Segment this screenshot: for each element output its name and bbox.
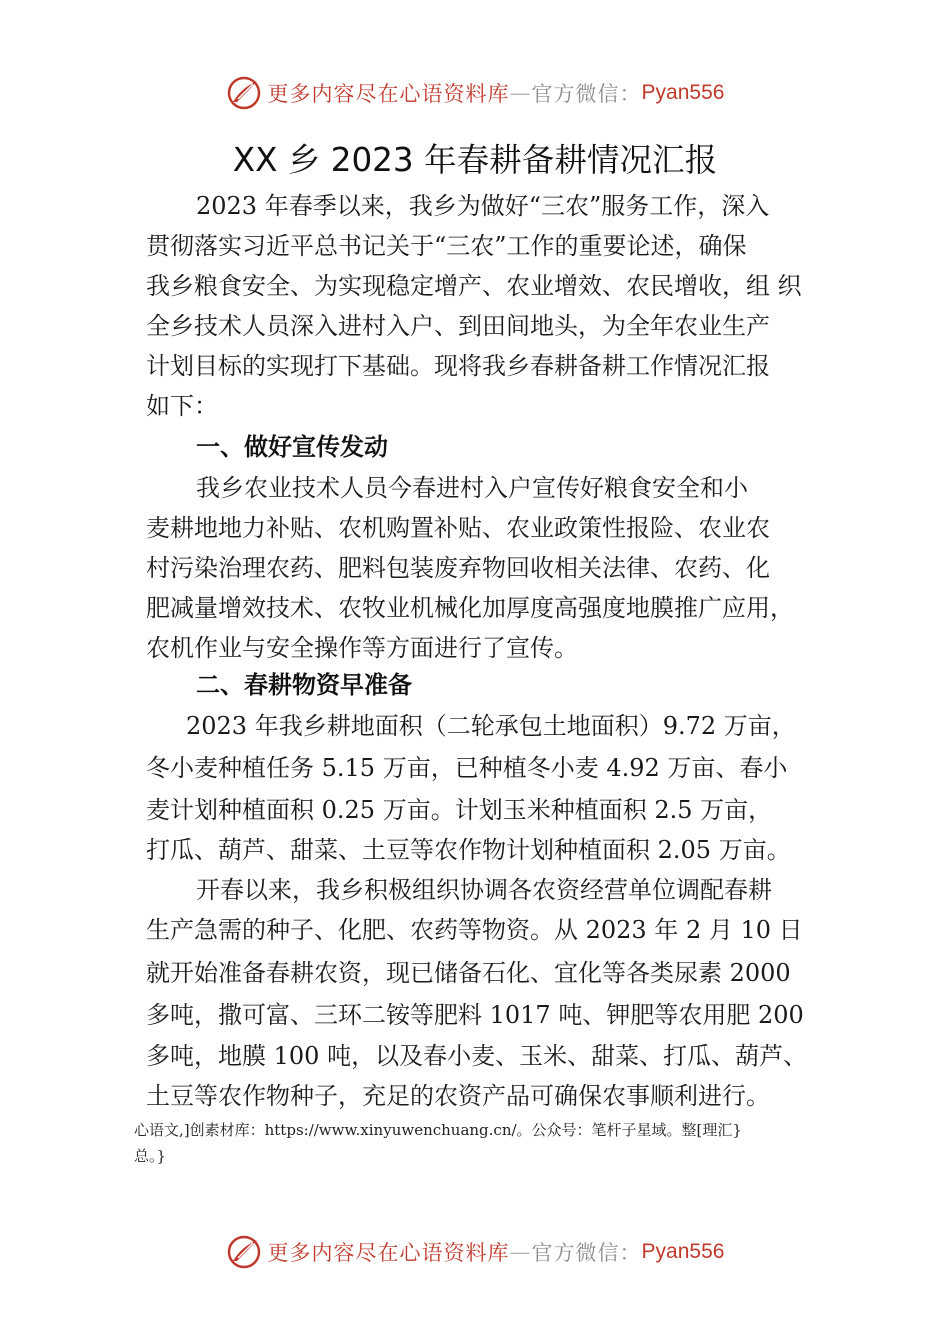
- paragraph-line: 我乡农业技术人员今春进村入户宣传好粮食安全和小: [196, 474, 748, 502]
- banner-main-text: 更多内容尽在心语资料库: [267, 1241, 510, 1265]
- quill-seal-icon: [226, 1234, 262, 1270]
- footnote-line: 总。}: [134, 1147, 167, 1165]
- paragraph-line: 全乡技术人员深入进村入户、到田间地头，为全年农业生产: [146, 312, 770, 340]
- paragraph-line: 生产急需的种子、化肥、农药等物资。从 2023 年 2 月 10 日: [146, 916, 803, 944]
- paragraph-line: 就开始准备春耕农资，现已储备石化、宜化等各类尿素 2000: [146, 959, 791, 987]
- paragraph-line: 2023 年我乡耕地面积（二轮承包土地面积）9.72 万亩，: [186, 712, 796, 740]
- banner-wechat-id: Pyan556: [641, 1240, 725, 1263]
- paragraph-line: 多吨，撒可富、三环二铵等肥料 1017 吨、钾肥等农用肥 200: [146, 1001, 804, 1029]
- banner-separator: —: [509, 81, 532, 105]
- document-title: XX 乡 2023 年春耕备耕情况汇报: [232, 141, 718, 179]
- banner-main-text: 更多内容尽在心语资料库: [267, 82, 510, 106]
- paragraph-line: 农机作业与安全操作等方面进行了宣传。: [146, 634, 578, 662]
- paragraph-line: 打瓜、葫芦、甜菜、土豆等农作物计划种植面积 2.05 万亩。: [146, 836, 791, 864]
- paragraph-line: 2023 年春季以来，我乡为做好“三农”服务工作，深入: [196, 192, 770, 220]
- paragraph-line: 多吨，地膜 100 吨，以及春小麦、玉米、甜菜、打瓜、葫芦、: [146, 1042, 808, 1070]
- paragraph-line: 贯彻落实习近平总书记关于“三农”工作的重要论述，确保: [146, 232, 747, 260]
- paragraph-line: 村污染治理农药、肥料包装废弃物回收相关法律、农药、化: [146, 554, 770, 582]
- paragraph-line: 冬小麦种植任务 5.15 万亩，已种植冬小麦 4.92 万亩、春小: [146, 754, 788, 782]
- paragraph-line: 如下：: [146, 392, 218, 420]
- section-heading-1: 一、做好宣传发动: [196, 433, 388, 461]
- paragraph-line: 土豆等农作物种子，充足的农资产品可确保农事顺利进行。: [146, 1082, 770, 1110]
- footer-banner: [0, 1229, 950, 1275]
- section-heading-2: 二、春耕物资早准备: [196, 671, 412, 699]
- paragraph-line: 肥减量增效技术、农牧业机械化加厚度高强度地膜推广应用，: [146, 594, 794, 622]
- quill-seal-icon: [226, 75, 262, 111]
- paragraph-line: 我乡粮食安全、为实现稳定增产、农业增效、农民增收，组 织: [146, 272, 802, 300]
- banner-separator: —: [509, 1240, 532, 1264]
- banner-wechat-label: 官方微信：: [531, 82, 642, 106]
- footnote-line: 心语文,]创素材库：https://www.xinyuwenchuang.cn/。公众号：笔杆子星域。整[理汇}: [134, 1121, 742, 1139]
- banner-wechat-id: Pyan556: [641, 81, 725, 104]
- paragraph-line: 开春以来，我乡积极组织协调各农资经营单位调配春耕: [196, 876, 772, 904]
- banner-wechat-label: 官方微信：: [531, 1241, 642, 1265]
- paragraph-line: 麦耕地地力补贴、农机购置补贴、农业政策性报险、农业农: [146, 514, 770, 542]
- paragraph-line: 麦计划种植面积 0.25 万亩。计划玉米种植面积 2.5 万亩，: [146, 796, 773, 824]
- paragraph-line: 计划目标的实现打下基础。现将我乡春耕备耕工作情况汇报: [146, 352, 770, 380]
- header-banner: [0, 70, 950, 116]
